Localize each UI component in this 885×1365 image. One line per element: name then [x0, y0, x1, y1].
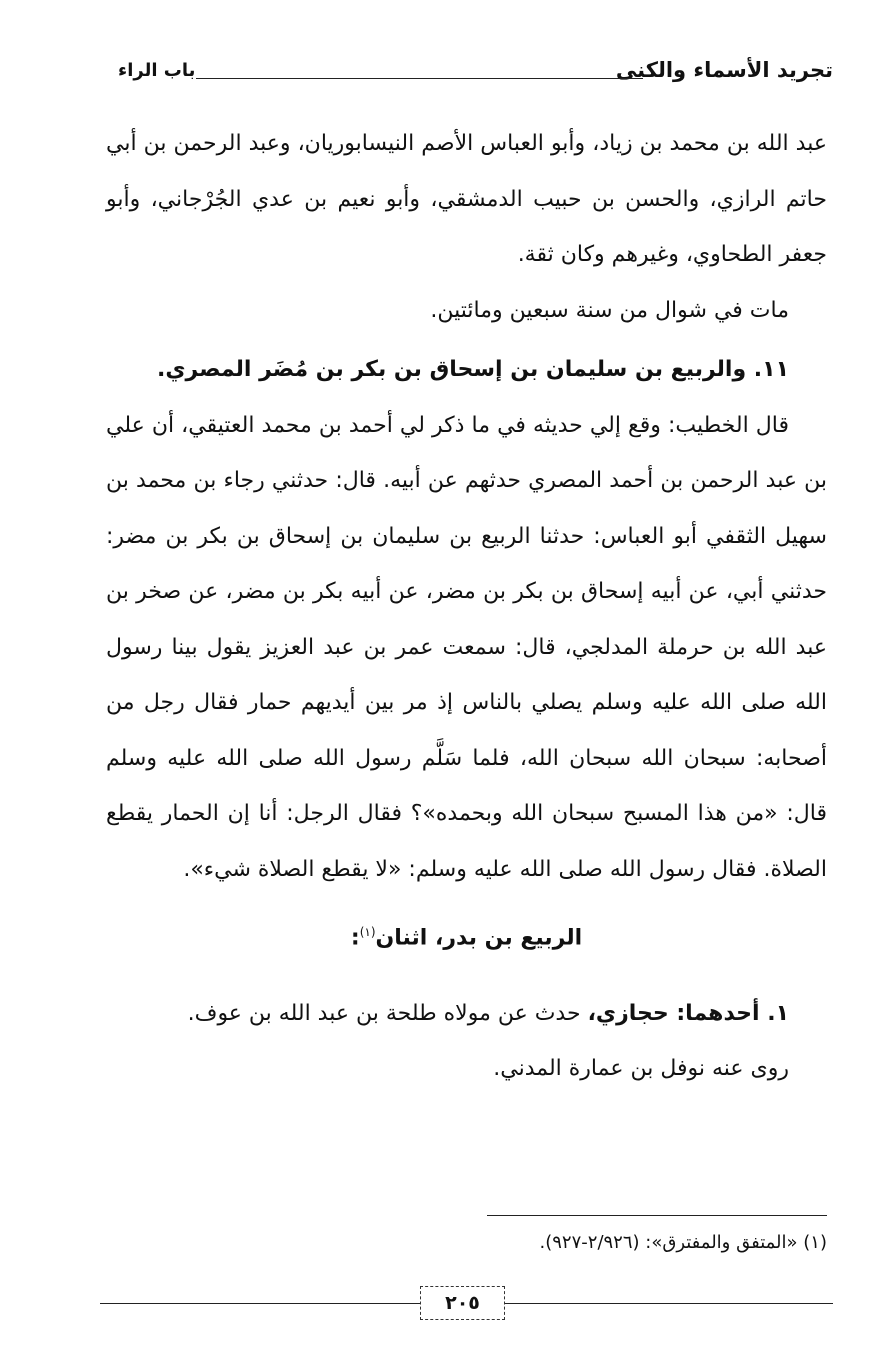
header-rule	[196, 78, 643, 79]
paragraph-continuation: عبد الله بن محمد بن زياد، وأبو العباس الأصم النيسابوريان، وعبد الرحمن بن أبي حاتم الرازي، والحسن بن حبيب الدمشقي، وأبو نعيم بن عدي الجُرْجاني، وأبو جعفر الطحاوي، وغيرهم وكان ثقة.	[106, 131, 827, 267]
subheading-text: الربيع بن بدر، اثنان	[375, 925, 583, 951]
entry-1-label: ١. أحدهما: حجازي،	[587, 1000, 789, 1026]
subheading-colon: :	[350, 925, 360, 951]
entry-heading-11: ١١. والربيع بن سليمان بن إسحاق بن بكر بن مُضَر المصري.	[157, 357, 789, 382]
footnote-rule	[487, 1215, 827, 1216]
main-text	[106, 116, 827, 1097]
footnote-ref[interactable]: (١)	[359, 925, 376, 939]
paragraph-narrator: روى عنه نوفل بن عمارة المدني.	[493, 1056, 789, 1082]
entry-1-text: حدث عن مولاه طلحة بن عبد الله بن عوف.	[187, 1000, 588, 1026]
paragraph-hadith: قال الخطيب: وقع إلي حديثه في ما ذكر لي أحمد بن محمد العتيقي، أن علي بن عبد الرحمن بن أحمد المصري حدثهم عن أبيه. قال: حدثني رجاء بن محمد بن سهيل الثقفي أبو العباس: حدثنا الربيع بن سليمان بن إسحاق بن بكر بن مضر: حدثني أبي، عن أبيه إسحاق بن بكر بن مضر، عن أبيه بكر بن مضر، عن صخر بن عبد الله بن حرملة المدلجي، قال: سمعت عمر بن عبد العزيز يقول بينا رسول الله صلى الله عليه وسلم يصلي بالناس إذ مر بين أيديهم حمار فقال رجل من أصحابه: سبحان الله سبحان الله، فلما سَلَّم رسول الله صلى الله عليه وسلم قال: «من هذا المسبح سبحان الله وبحمده»؟ فقال الرجل: أنا إن الحمار يقطع الصلاة. فقال رسول الله صلى الله عليه وسلم: «لا يقطع الصلاة شيء».	[106, 412, 827, 882]
running-header	[118, 58, 833, 92]
page-number: ٢٠٥	[420, 1286, 505, 1320]
subheading	[106, 905, 827, 966]
book-title: تجريد الأسماء والكنى	[615, 58, 833, 82]
section-title: باب الراء	[118, 60, 196, 81]
page-number-rule-right	[505, 1303, 833, 1304]
paragraph-death-date: مات في شوال من سنة سبعين ومائتين.	[430, 297, 789, 323]
footnote: (١) «المتفق والمفترق»: (٢/٩٢٦-٩٢٧).	[539, 1232, 827, 1253]
page-number-rule-left	[100, 1303, 420, 1304]
entry-1	[106, 986, 827, 1042]
